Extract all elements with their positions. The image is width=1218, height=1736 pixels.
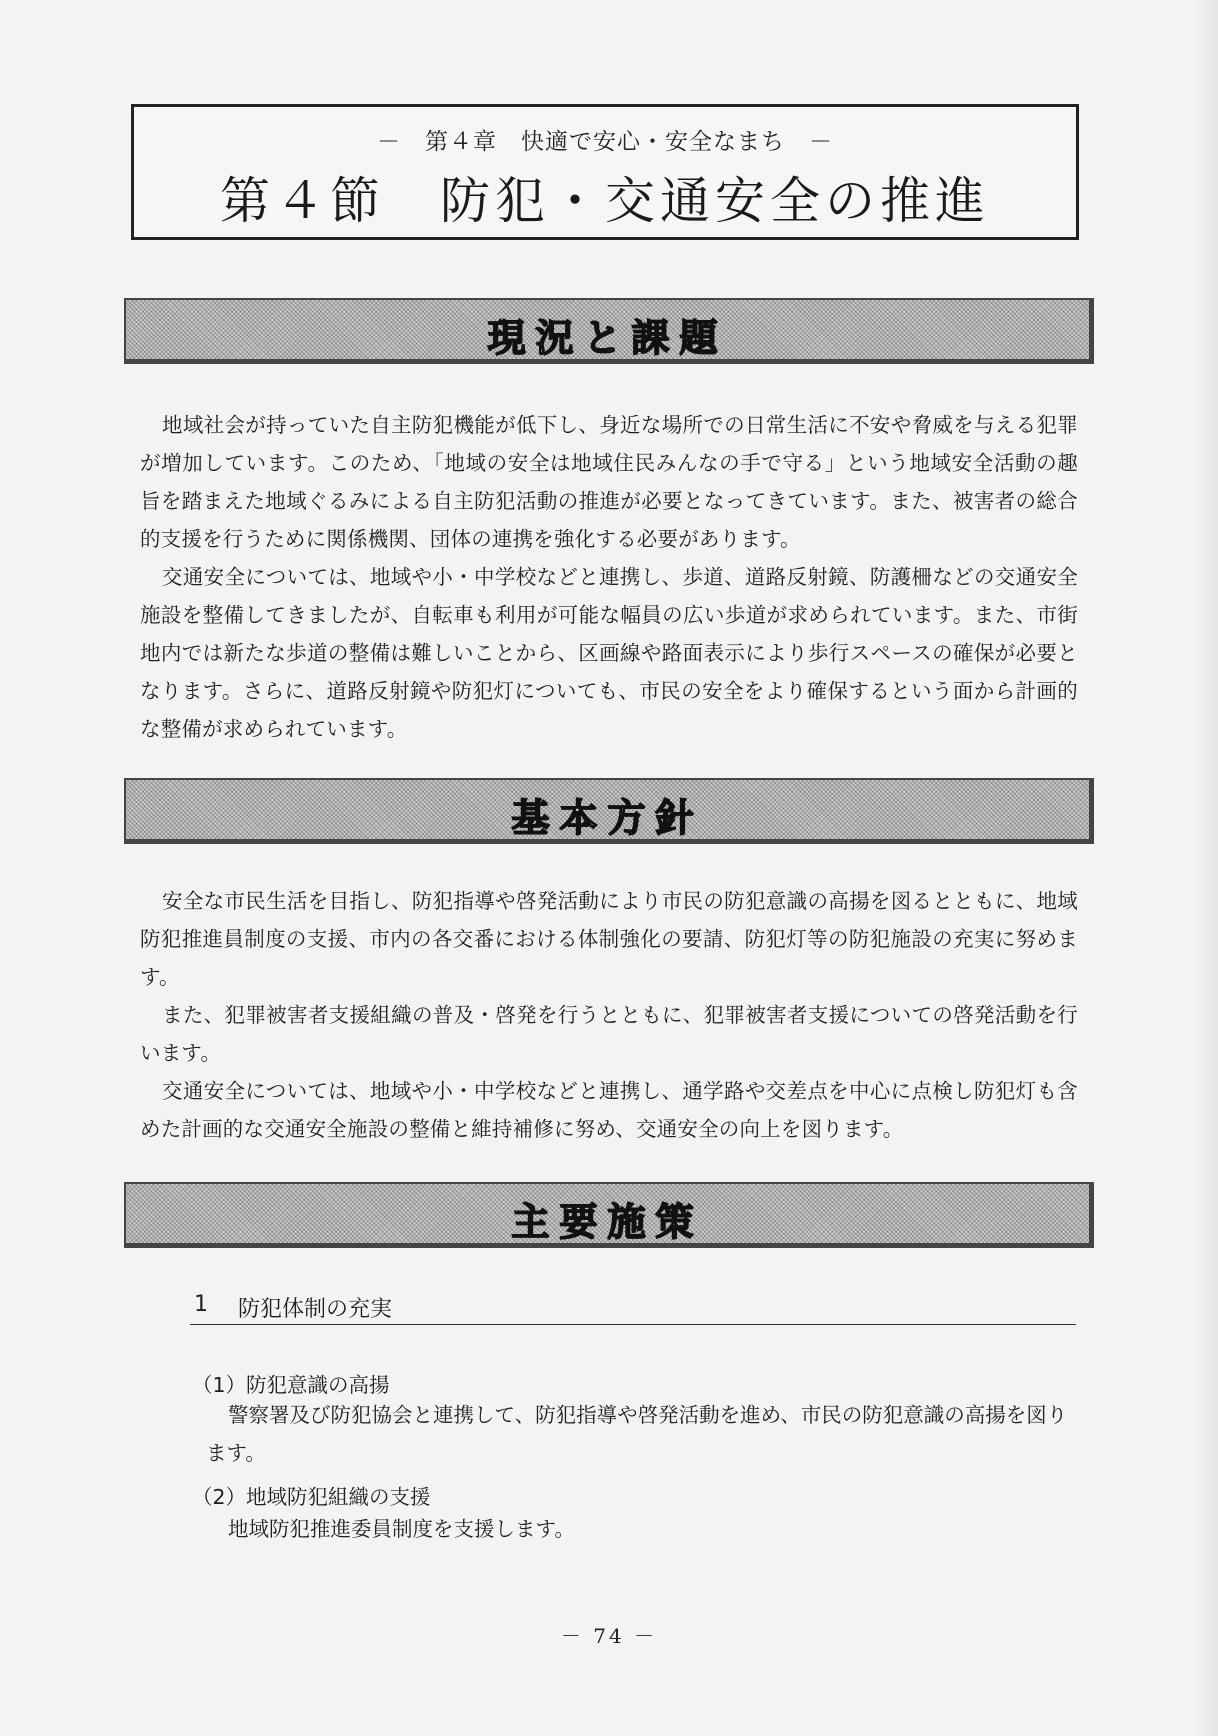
subsection-title: 防犯体制の充実	[238, 1297, 393, 1322]
heading-current-status: 現況と課題	[487, 316, 728, 360]
paragraph-basic-policy-1: 安全な市民生活を目指し、防犯指導や啓発活動により市民の防犯意識の高揚を図るとともに、地域防犯推進員制度の支援、市内の各交番における体制強化の要請、防犯灯等の防犯施設の充実に努めます。	[140, 889, 1078, 989]
paragraph-current-status-1: 地域社会が持っていた自主防犯機能が低下し、身近な場所での日常生活に不安や脅威を与える犯罪が増加しています。このため、「地域の安全は地域住民みんなの手で守る」という地域安全活動の趣旨を踏まえた地域ぐるみによる自主防犯活動の推進が必要となってきています。また、被害者の総合的支援を行うために関係機関、団体の連携を強化する必要があります。	[140, 413, 1078, 551]
heading-main-measures: 主要施策	[511, 1200, 704, 1244]
section-title-box	[131, 104, 1079, 240]
page-number: － 74 －	[560, 1624, 658, 1648]
paragraph-basic-policy-3: 交通安全については、地域や小・中学校などと連携し、通学路や交差点を中心に点検し防犯灯も含めた計画的な交通安全施設の整備と維持補修に努め、交通安全の向上を図ります。	[140, 1079, 1078, 1141]
item-title-1: （1）防犯意識の高揚	[192, 1373, 390, 1397]
subsection-number: 1	[194, 1292, 208, 1317]
heading-bar-current-status	[124, 298, 1094, 364]
paragraph-basic-policy-2: また、犯罪被害者支援組織の普及・啓発を行うとともに、犯罪被害者支援についての啓発活動を行います。	[140, 1003, 1078, 1065]
heading-bar-main-measures	[124, 1182, 1094, 1248]
item-body-1: 警察署及び防犯協会と連携して、防犯指導や啓発活動を進め、市民の防犯意識の高揚を図ります。	[206, 1403, 1068, 1465]
chapter-line: － 第４章 快適で安心・安全なまち －	[377, 129, 833, 155]
paragraph-current-status-2: 交通安全については、地域や小・中学校などと連携し、歩道、道路反射鏡、防護柵などの交通安全施設を整備してきましたが、自転車も利用が可能な幅員の広い歩道が求められています。また、市街地内では新たな歩道の整備は難しいことから、区画線や路面表示により歩行スペースの確保が必要となります。さらに、道路反射鏡や防犯灯についても、市民の安全をより確保するという面から計画的な整備が求められています。	[140, 565, 1078, 741]
heading-bar-basic-policy	[124, 778, 1094, 844]
scan-edge-shadow	[1194, 0, 1218, 1736]
heading-basic-policy: 基本方針	[511, 796, 704, 840]
section-title: 第４節 防犯・交通安全の推進	[220, 172, 990, 230]
item-title-2: （2）地域防犯組織の支援	[192, 1485, 431, 1509]
subsection-heading	[190, 1290, 1076, 1325]
item-body-2: 地域防犯推進委員制度を支援します。	[228, 1517, 575, 1541]
